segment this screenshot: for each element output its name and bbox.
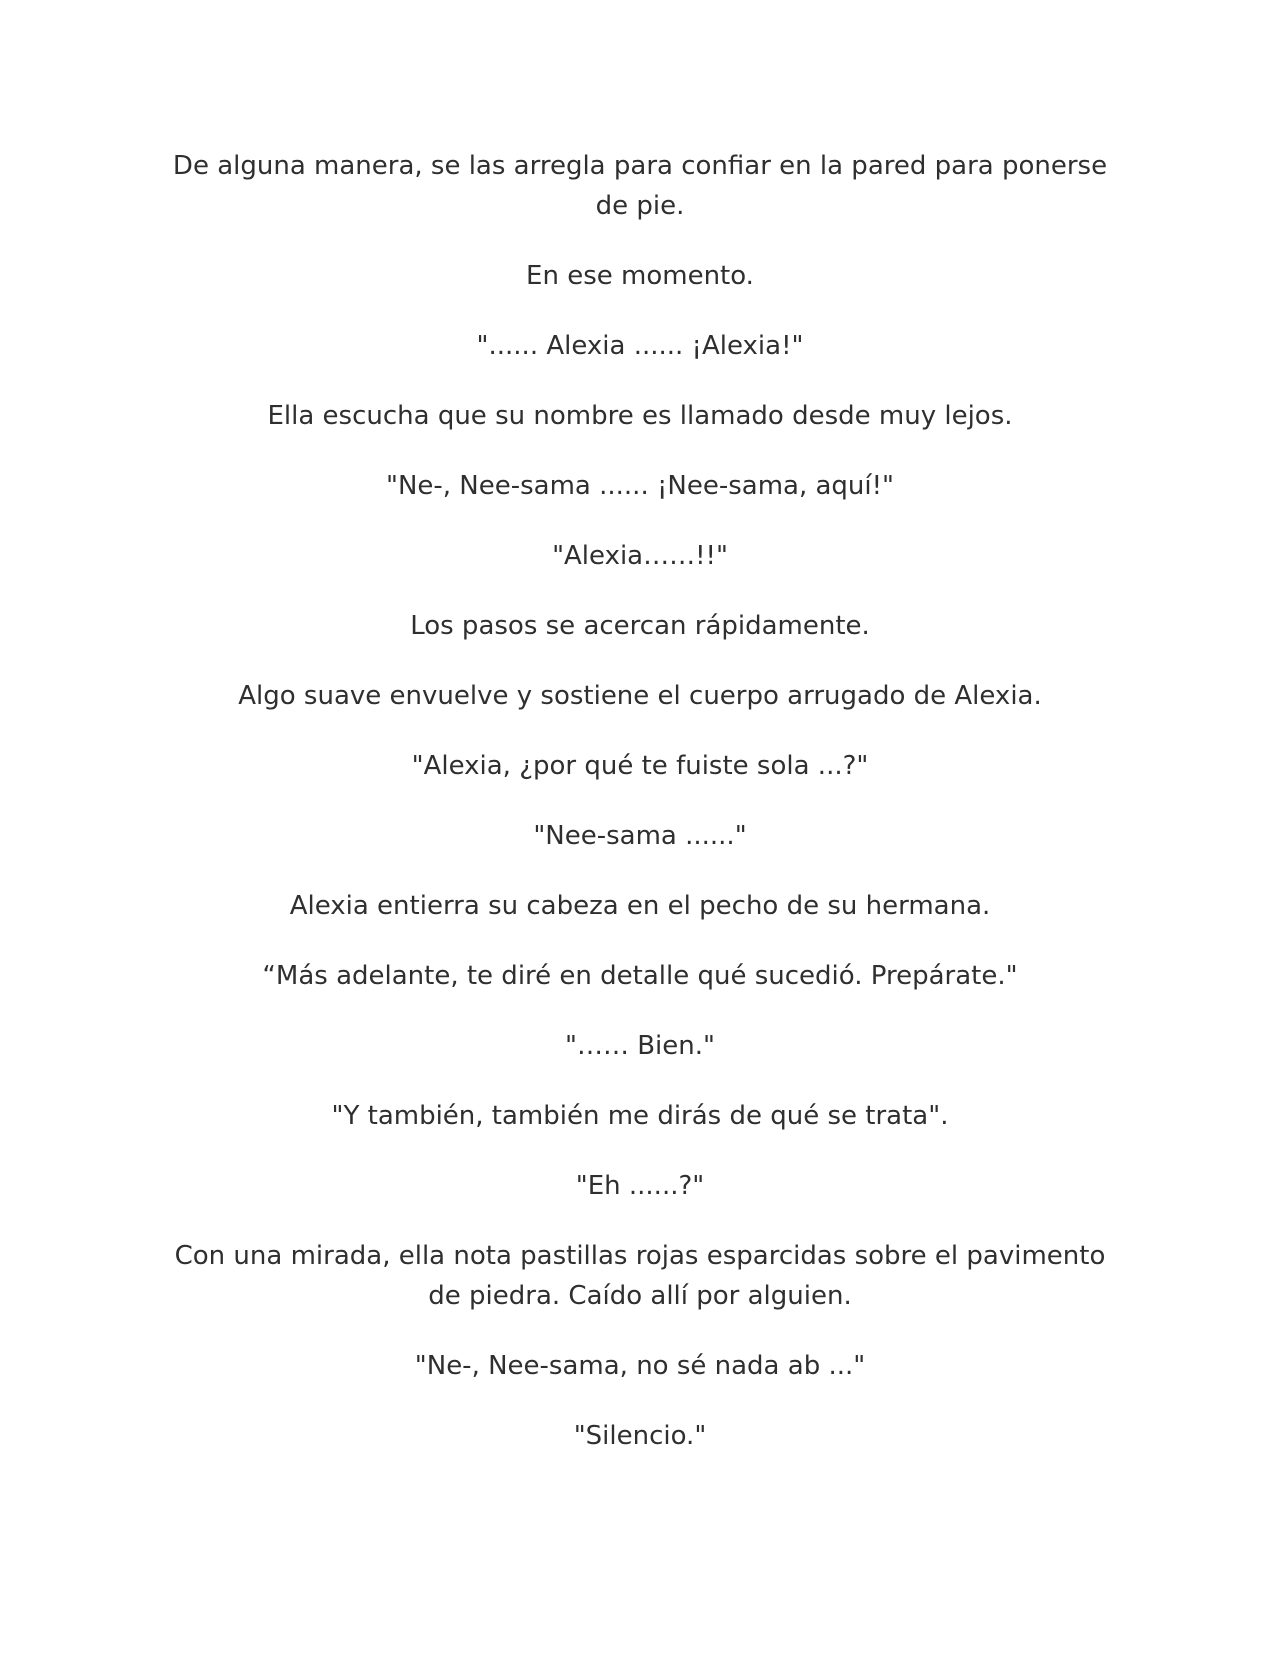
paragraph: "Ne-, Nee-sama ...... ¡Nee-sama, aquí!" <box>385 471 895 501</box>
paragraph: Ella escucha que su nombre es llamado desde muy lejos. <box>267 401 1013 431</box>
paragraph: "…… Bien." <box>565 1031 715 1061</box>
paragraph: De alguna manera, se las arregla para confiar en la pared para ponerse de pie. <box>172 151 1108 221</box>
paragraph: "Alexia……!!" <box>552 541 728 571</box>
paragraph: "Alexia, ¿por qué te fuiste sola ...?" <box>411 751 869 781</box>
paragraph: En ese momento. <box>526 261 754 291</box>
paragraph: “Más adelante, te diré en detalle qué sucedió. Prepárate." <box>262 961 1018 991</box>
text-body <box>170 146 1110 1456</box>
paragraph: Los pasos se acercan rápidamente. <box>410 611 870 641</box>
paragraph: "Ne-, Nee-sama, no sé nada ab ..." <box>414 1351 866 1381</box>
paragraph: "Eh ......?" <box>575 1171 705 1201</box>
paragraph: Con una mirada, ella nota pastillas rojas esparcidas sobre el pavimento de piedra. Caído allí por alguien. <box>174 1241 1106 1311</box>
paragraph: "Silencio." <box>573 1421 707 1451</box>
paragraph: Algo suave envuelve y sostiene el cuerpo arrugado de Alexia. <box>238 681 1042 711</box>
paragraph: "Nee-sama ......" <box>533 821 747 851</box>
paragraph: "Y también, también me dirás de qué se trata". <box>331 1101 949 1131</box>
paragraph: Alexia entierra su cabeza en el pecho de su hermana. <box>289 891 991 921</box>
paragraph: "...... Alexia ...... ¡Alexia!" <box>476 331 804 361</box>
